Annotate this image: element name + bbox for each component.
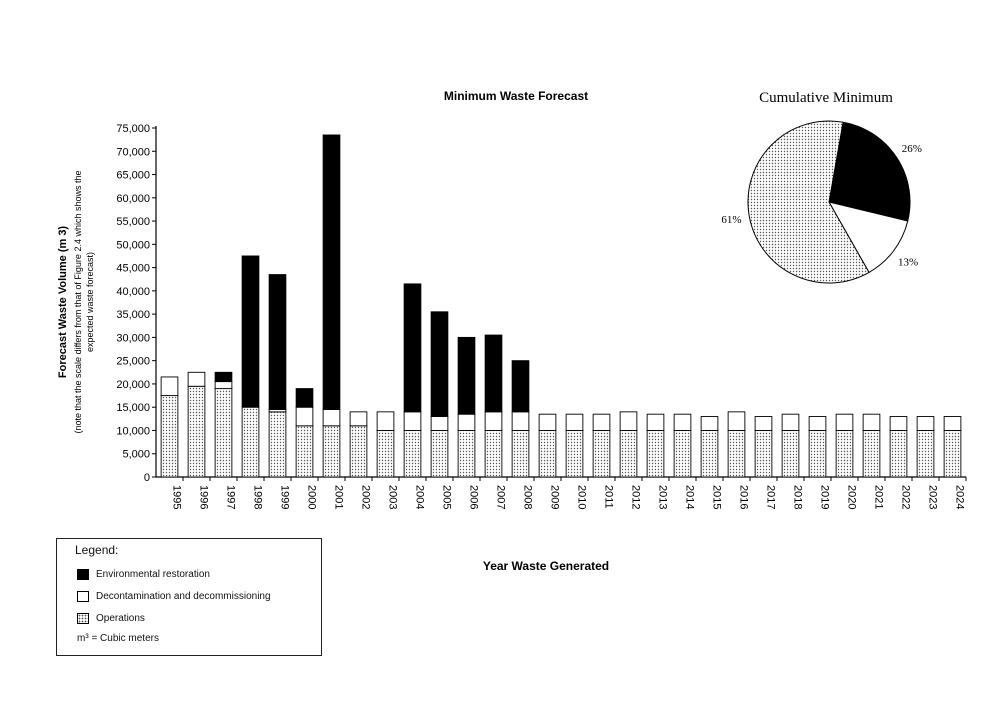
y-tick-label: 40,000 — [116, 285, 150, 298]
y-axis-note-2: expected waste forecast) — [85, 251, 95, 353]
bar-operations — [215, 389, 232, 477]
x-tick-label: 1997 — [224, 485, 237, 510]
x-tick-label: 2008 — [521, 485, 534, 510]
x-tick-label: 2001 — [332, 485, 345, 510]
bar-decommissioning — [296, 407, 313, 426]
bar-operations — [809, 430, 826, 477]
x-tick-label: 2010 — [575, 485, 588, 510]
x-tick-label: 1998 — [251, 485, 264, 510]
bar-environmental — [431, 312, 448, 417]
pie-label-environmental: 26% — [901, 142, 922, 155]
y-tick-label: 0 — [143, 472, 150, 484]
bar-operations — [755, 430, 772, 477]
bar-decommissioning — [404, 412, 421, 431]
bar-operations — [485, 430, 502, 477]
bar-decommissioning — [809, 417, 826, 431]
y-tick-label: 50,000 — [116, 239, 150, 252]
y-tick-label: 15,000 — [116, 402, 150, 415]
x-tick-label: 2016 — [737, 485, 750, 510]
y-axis-title: Forecast Waste Volume (m 3) — [57, 225, 69, 379]
x-tick-label: 1999 — [278, 485, 291, 510]
bar-decommissioning — [728, 412, 745, 431]
x-tick-label: 2018 — [791, 485, 804, 510]
bar-decommissioning — [593, 414, 610, 430]
bar-operations — [566, 430, 583, 477]
y-tick-label: 45,000 — [116, 262, 150, 275]
bar-operations — [539, 430, 556, 477]
y-tick-label: 60,000 — [116, 192, 150, 205]
bar-operations — [512, 430, 529, 477]
bar-environmental — [404, 284, 421, 412]
bar-operations — [674, 430, 691, 477]
x-tick-label: 2002 — [359, 485, 372, 510]
x-tick-label: 2023 — [926, 485, 939, 510]
bar-operations — [863, 430, 880, 477]
bar-decommissioning — [701, 417, 718, 431]
pie-label-operations: 61% — [721, 213, 742, 226]
y-tick-label: 75,000 — [116, 123, 150, 135]
bar-environmental — [296, 389, 313, 408]
x-tick-label: 2006 — [467, 485, 480, 510]
legend-item-decommissioning — [77, 591, 271, 602]
legend-label-operations: Operations — [96, 613, 145, 624]
y-tick-label: 20,000 — [116, 378, 150, 391]
bar-decommissioning — [836, 414, 853, 430]
legend-swatch-decommissioning — [77, 591, 89, 602]
y-tick-label: 5,000 — [122, 448, 150, 461]
bar-decommissioning — [674, 414, 691, 430]
x-tick-label: 2003 — [386, 485, 399, 510]
bar-operations — [242, 407, 259, 477]
x-tick-label: 2012 — [629, 485, 642, 510]
bar-environmental — [485, 335, 502, 412]
bar-operations — [431, 430, 448, 477]
y-tick-label: 10,000 — [116, 425, 150, 438]
pie-label-decommissioning: 13% — [897, 256, 919, 269]
x-tick-label: 2009 — [548, 485, 561, 510]
pie-title: Cumulative Minimum — [759, 90, 893, 106]
x-tick-label: 2007 — [494, 485, 507, 510]
bar-operations — [701, 430, 718, 477]
bar-decommissioning — [566, 414, 583, 430]
legend-item-environmental — [77, 569, 210, 580]
x-tick-label: 2004 — [413, 485, 426, 510]
bar-operations — [728, 430, 745, 477]
x-tick-label: 2015 — [710, 485, 723, 510]
legend-label-decommissioning: Decontamination and decommissioning — [96, 591, 271, 602]
legend-swatch-environmental — [77, 569, 89, 580]
bar-operations — [944, 430, 961, 477]
x-tick-label: 2000 — [305, 485, 318, 510]
legend-unit-note: m³ = Cubic meters — [77, 633, 159, 644]
bar-operations — [890, 430, 907, 477]
bar-environmental — [458, 337, 475, 414]
y-tick-label: 30,000 — [116, 332, 150, 345]
x-tick-label: 2021 — [872, 485, 885, 510]
bar-operations — [620, 430, 637, 477]
bar-decommissioning — [431, 417, 448, 431]
bar-decommissioning — [323, 410, 340, 426]
bar-decommissioning — [890, 417, 907, 431]
y-tick-label: 25,000 — [116, 355, 150, 368]
bar-environmental — [215, 372, 232, 381]
bar-environmental — [512, 361, 529, 412]
y-tick-label: 35,000 — [116, 309, 150, 322]
y-tick-label: 55,000 — [116, 216, 150, 229]
bar-operations — [161, 396, 178, 477]
chart-title: Minimum Waste Forecast — [443, 89, 589, 103]
bar-operations — [377, 430, 394, 477]
bar-decommissioning — [539, 414, 556, 430]
bar-environmental — [323, 135, 340, 410]
x-tick-label: 1995 — [170, 485, 183, 510]
bar-environmental — [269, 275, 286, 410]
y-tick-label: 70,000 — [116, 146, 150, 159]
x-tick-label: 2020 — [845, 485, 858, 510]
bar-operations — [782, 430, 799, 477]
x-tick-label: 1996 — [197, 485, 210, 510]
bar-operations — [323, 426, 340, 477]
bar-decommissioning — [188, 372, 205, 386]
bar-operations — [296, 426, 313, 477]
bar-decommissioning — [782, 414, 799, 430]
bar-operations — [188, 386, 205, 477]
x-tick-label: 2013 — [656, 485, 669, 510]
bar-decommissioning — [512, 412, 529, 431]
bar-decommissioning — [458, 414, 475, 430]
bar-operations — [458, 430, 475, 477]
legend-item-operations — [77, 613, 145, 624]
x-axis-title: Year Waste Generated — [482, 559, 610, 573]
bar-decommissioning — [647, 414, 664, 430]
x-tick-label: 2017 — [764, 485, 777, 510]
legend-title: Legend: — [75, 543, 119, 557]
bar-decommissioning — [161, 377, 178, 396]
legend-label-environmental: Environmental restoration — [96, 569, 210, 580]
bar-decommissioning — [350, 412, 367, 426]
bar-operations — [350, 426, 367, 477]
bar-decommissioning — [620, 412, 637, 431]
x-tick-label: 2022 — [899, 485, 912, 510]
bar-decommissioning — [377, 412, 394, 431]
x-tick-label: 2005 — [440, 485, 453, 510]
x-tick-label: 2014 — [683, 485, 696, 510]
bar-decommissioning — [215, 382, 232, 389]
y-tick-label: 65,000 — [116, 169, 150, 182]
bar-operations — [404, 430, 421, 477]
x-tick-label: 2019 — [818, 485, 831, 510]
bar-decommissioning — [485, 412, 502, 431]
x-tick-label: 2011 — [602, 485, 615, 509]
legend-swatch-operations — [77, 613, 89, 624]
bar-operations — [917, 430, 934, 477]
bar-operations — [836, 430, 853, 477]
bar-decommissioning — [917, 417, 934, 431]
bar-decommissioning — [863, 414, 880, 430]
bar-operations — [269, 412, 286, 477]
bar-operations — [647, 430, 664, 477]
bar-decommissioning — [755, 417, 772, 431]
legend-box — [56, 538, 322, 656]
bar-decommissioning — [944, 417, 961, 431]
bar-environmental — [242, 256, 259, 407]
y-axis-note-1: (note that the scale differs from that of Figure 2.4 which shows the — [73, 170, 83, 434]
bar-operations — [593, 430, 610, 477]
x-tick-label: 2024 — [953, 485, 966, 510]
